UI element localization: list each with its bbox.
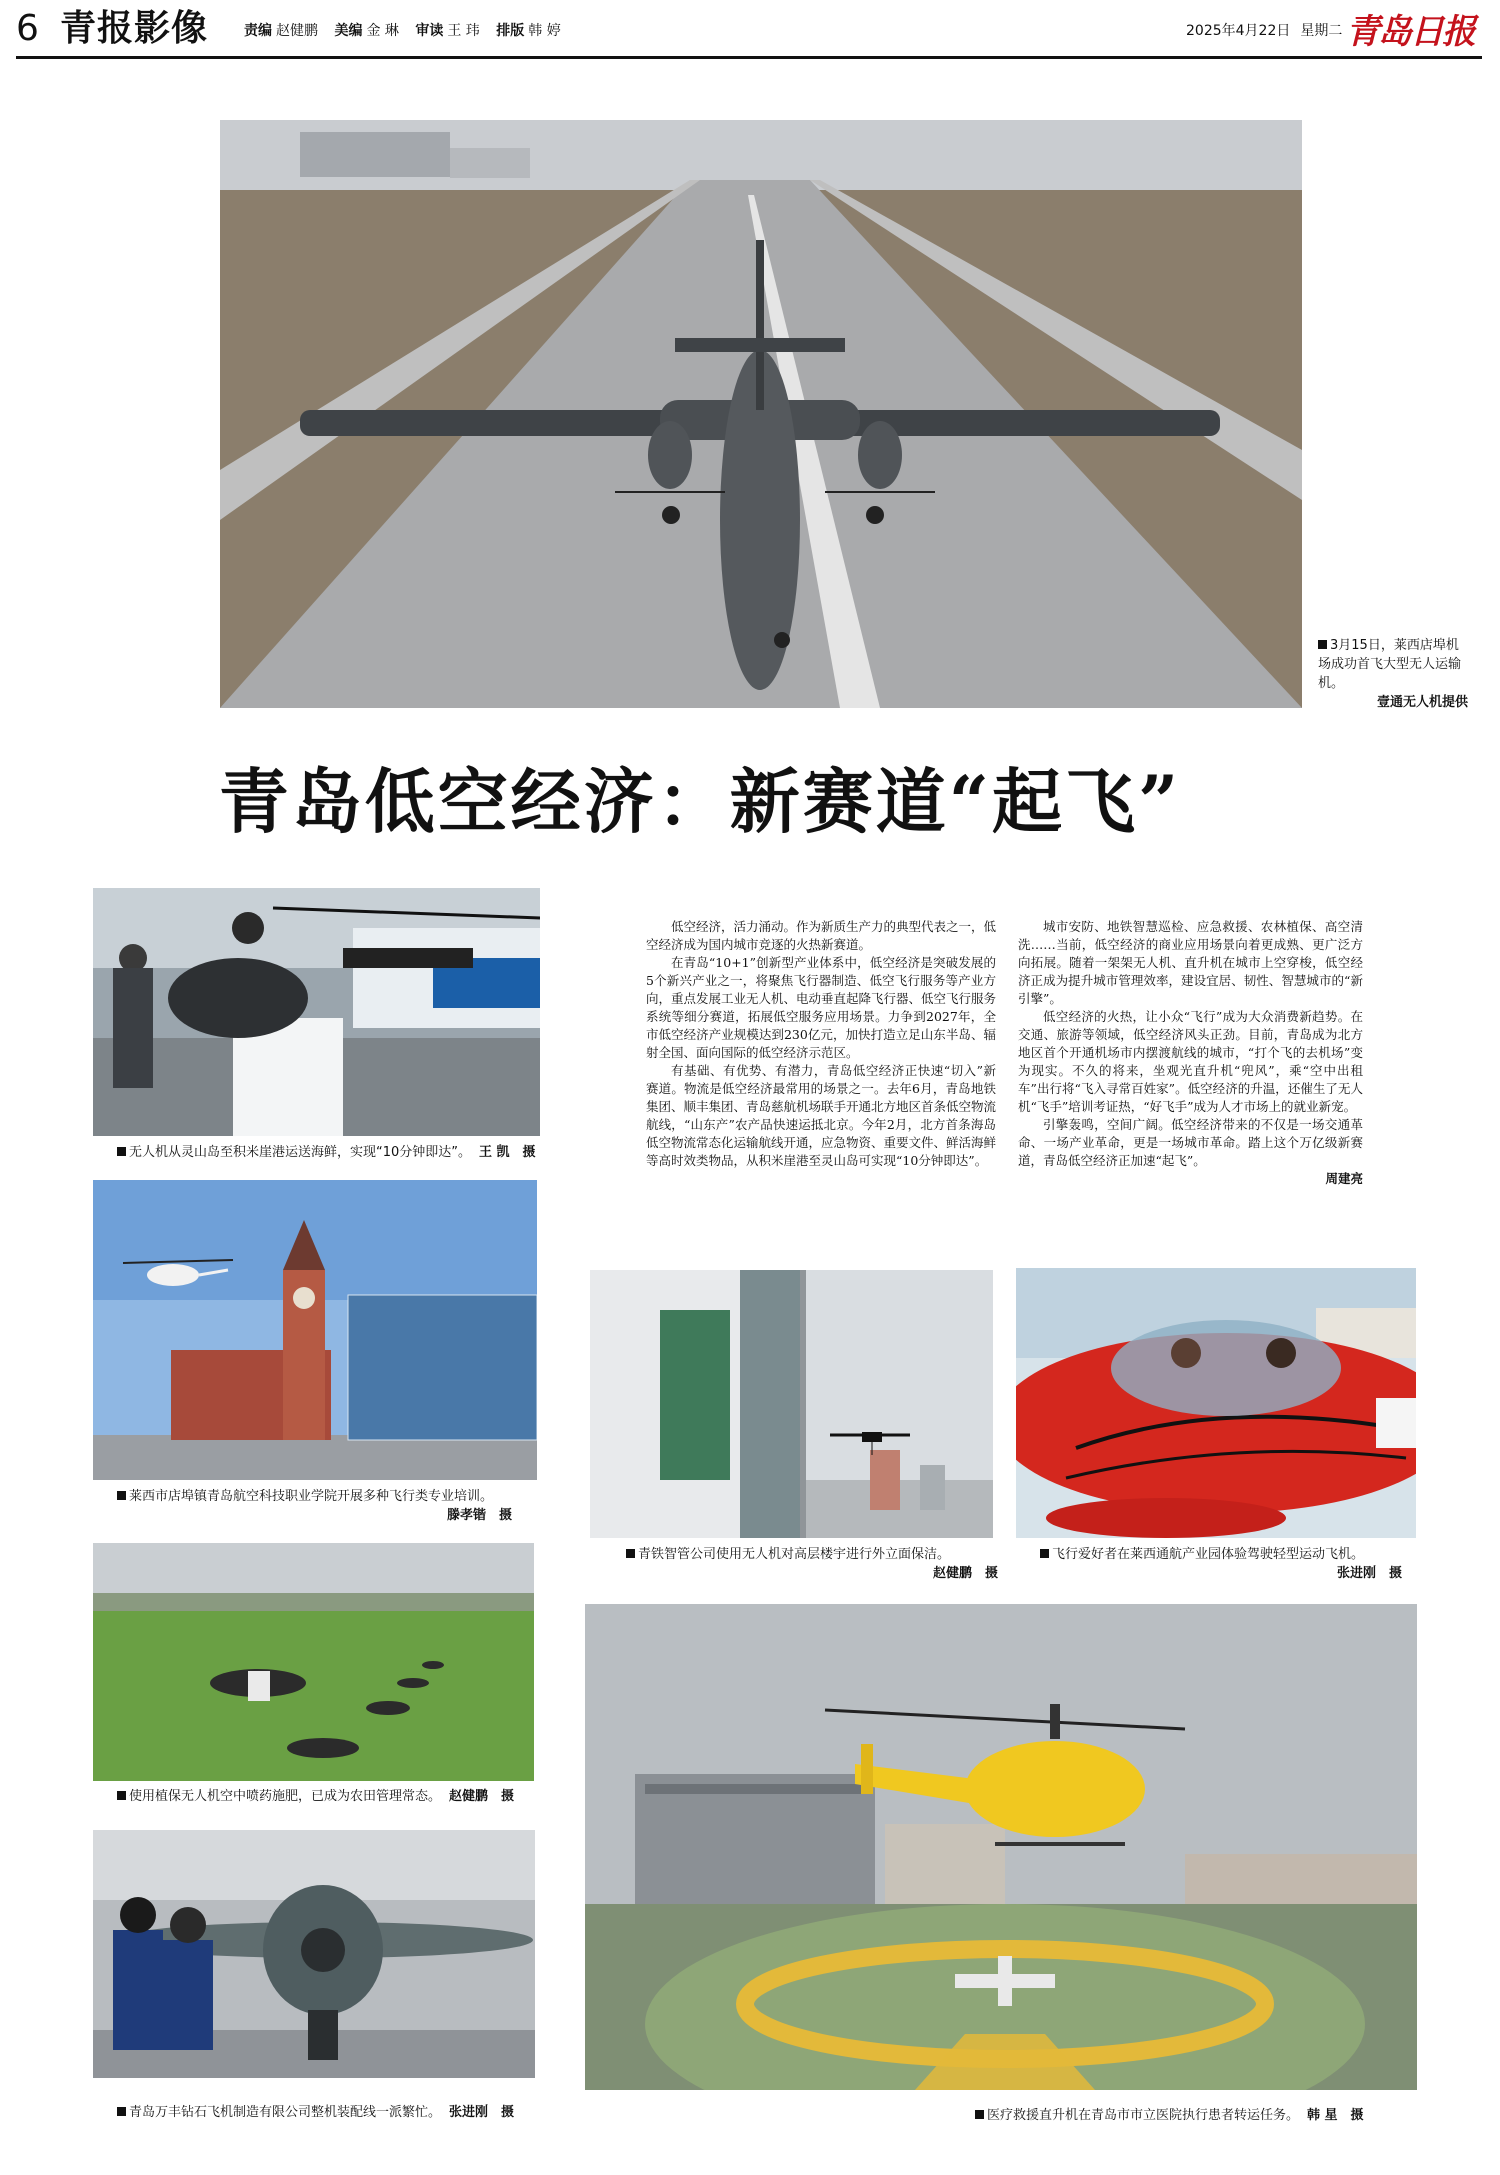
caption-aviation-college: 莱西市店埠镇青岛航空科技职业学院开展多种飞行类专业培训。 滕孝锴 摄 (117, 1487, 512, 1525)
photo-seafood-drone (93, 888, 540, 1136)
page-number: 6 (16, 8, 39, 49)
credit-layout: 排版 韩 婷 (496, 23, 561, 39)
editor-credits (244, 20, 573, 40)
photo-drone-runway (220, 120, 1302, 708)
main-headline: 青岛低空经济：新赛道“起飞” (218, 760, 1182, 843)
photo-aviation-college (93, 1180, 537, 1480)
credit-proofreader: 审读 王 玮 (415, 23, 480, 39)
photo-medical-helicopter (585, 1604, 1417, 2090)
issue-date: 2025年4月22日 星期二 (1186, 23, 1343, 39)
article-paragraph: 在青岛“10+1”创新型产业体系中，低空经济是突破发展的5个新兴产业之一，将聚焦飞行器制造、低空飞行服务等产业方向，重点发展工业无人机、电动垂直起降飞行器、低空飞行服务系统等细分赛道，拓展低空服务应用场景。力争到2027年，全市低空经济产业规模达到230亿元，加快打造立足山东半岛、辐射全国、面向国际的低空经济示范区。 (646, 955, 997, 1060)
article-paragraph: 城市安防、地铁智慧巡检、应急救援、农林植保、高空清洗……当前，低空经济的商业应用场景向着更成熟、更广泛方向拓展。随着一架架无人机、直升机在城市上空穿梭，低空经济正成为提升城市管理效率，建设宜居、韧性、智慧城市的“新引擎”。 (1018, 919, 1363, 1006)
photo-light-aircraft (1016, 1268, 1416, 1538)
caption-seafood-drone: 无人机从灵山岛至积米崖港运送海鲜，实现“10分钟即达”。 王 凯 摄 (117, 1143, 547, 1162)
article-column-1 (646, 918, 996, 1170)
caption-aircraft-factory: 青岛万丰钻石飞机制造有限公司整机装配线一派繁忙。 张进刚 摄 (117, 2103, 557, 2122)
caption-top-photo: 3月15日，莱西店埠机场成功首飞大型无人运输机。 壹通无人机提供 (1318, 638, 1468, 710)
caption-light-aircraft: 飞行爱好者在莱西通航产业园体验驾驶轻型运动飞机。 张进刚 摄 (1040, 1545, 1420, 1583)
article-author: 周建亮 (1325, 1171, 1363, 1186)
credit-editor: 责编 赵健鹏 (244, 23, 318, 39)
page-header (16, 6, 1482, 58)
caption-crop-drones: 使用植保无人机空中喷药施肥，已成为农田管理常态。 赵健鹏 摄 (117, 1787, 557, 1806)
caption-facade-cleaning: 青铁智管公司使用无人机对高层楼宇进行外立面保洁。 赵健鹏 摄 (626, 1545, 1016, 1583)
photo-facade-cleaning (590, 1270, 993, 1538)
header-rule (16, 56, 1482, 59)
caption-medical-helicopter: 医疗救援直升机在青岛市市立医院执行患者转运任务。 韩 星 摄 (975, 2106, 1415, 2125)
article-paragraph: 引擎轰鸣，空间广阔。低空经济带来的不仅是一场交通革命、一场产业革命，更是一场城市革命。踏上这个万亿级新赛道，青岛低空经济正加速“起飞”。 (1018, 1117, 1363, 1168)
article-paragraph: 有基础、有优势、有潜力，青岛低空经济正快速“切入”新赛道。物流是低空经济最常用的场景之一。去年6月，青岛地铁集团、顺丰集团、青岛慈航机场联手开通北方地区首条低空物流航线，“山东产”农产品快速运抵北京。今年2月，北方首条海岛低空物流常态化运输航线开通，应急物资、重要文件、鲜活海鲜等高时效类物品，从积米崖港至灵山岛可实现“10分钟即达”。 (646, 1063, 997, 1168)
article-paragraph: 低空经济，活力涌动。作为新质生产力的典型代表之一，低空经济成为国内城市竞逐的火热新赛道。 (646, 919, 997, 952)
article-paragraph: 低空经济的火热，让小众“飞行”成为大众消费新趋势。在交通、旅游等领域，低空经济风头正劲。目前，青岛成为北方地区首个开通机场市内摆渡航线的城市，“打个飞的去机场”变为现实。不久的将来，坐观光直升机“兜风”，乘“空中出租车”出行将“飞入寻常百姓家”。低空经济的升温，还催生了无人机“飞手”培训考证热，“好飞手”成为人才市场上的就业新宠。 (1018, 1009, 1363, 1114)
credit-designer: 美编 金 琳 (334, 23, 399, 39)
newspaper-logo: 青岛日报 (1346, 12, 1474, 52)
photo-crop-drones (93, 1543, 534, 1781)
section-title: 青报影像 (60, 8, 209, 49)
article-column-2 (1018, 918, 1363, 1188)
photo-aircraft-factory (93, 1830, 535, 2078)
